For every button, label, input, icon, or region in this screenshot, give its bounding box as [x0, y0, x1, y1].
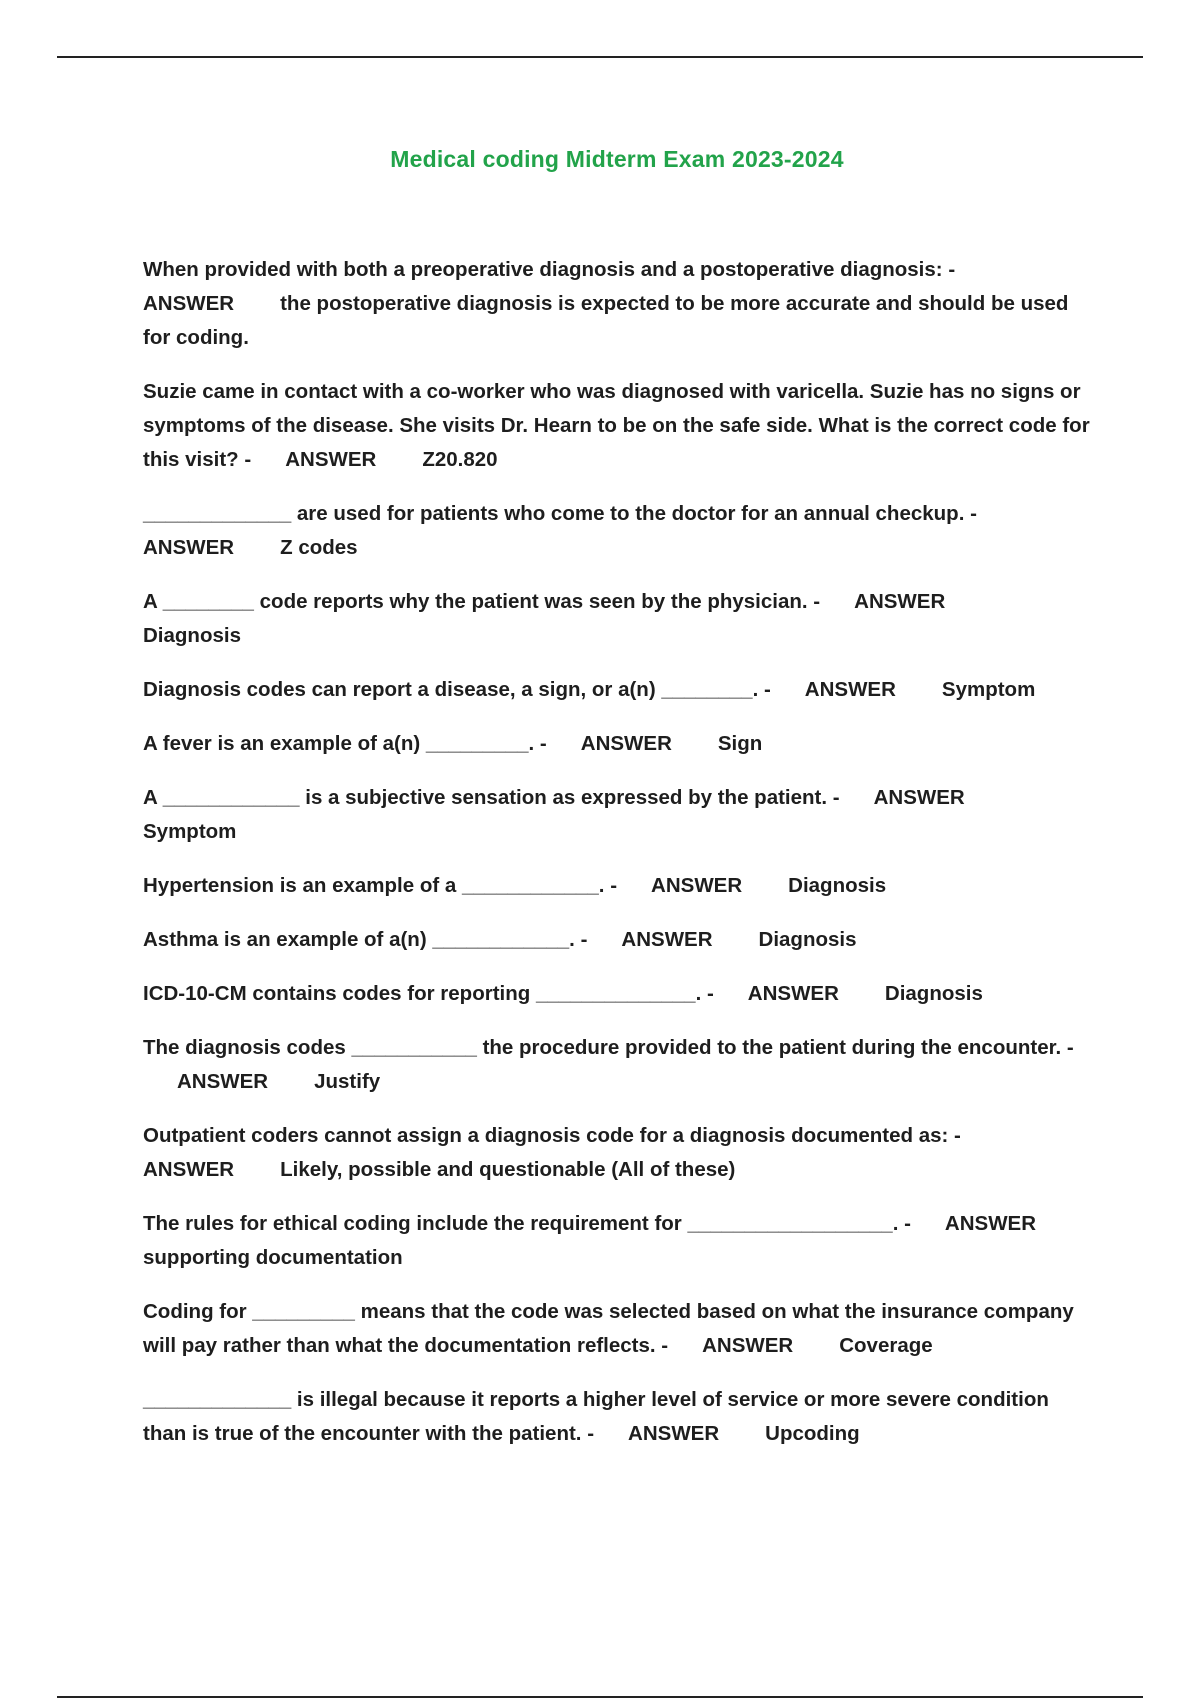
- top-rule: [57, 56, 1143, 58]
- separator: -: [1061, 1036, 1074, 1059]
- answer-text: Z codes: [280, 536, 358, 559]
- qa-item: [143, 375, 1093, 477]
- separator: -: [807, 590, 821, 613]
- answer-label: ANSWER: [651, 874, 743, 897]
- separator: -: [604, 874, 618, 897]
- answer-label: ANSWER: [143, 1158, 235, 1181]
- question-text: _____________ is illegal because it reports a higher level of service or more severe condition than is true of the encounter with the patient.: [143, 1388, 1049, 1445]
- qa-item: [143, 253, 1093, 355]
- qa-item: [143, 497, 1093, 565]
- question-text: _____________ are used for patients who come to the doctor for an annual checkup.: [143, 502, 965, 525]
- qa-item: [143, 1031, 1093, 1099]
- qa-item: [143, 781, 1093, 849]
- separator: -: [655, 1334, 669, 1357]
- separator: -: [574, 928, 588, 951]
- qa-item: [143, 727, 1093, 761]
- answer-text: Symptom: [143, 820, 237, 843]
- question-text: Hypertension is an example of a ____________.: [143, 874, 605, 897]
- answer-text: Upcoding: [765, 1422, 860, 1445]
- question-text: Asthma is an example of a(n) ____________.: [143, 928, 575, 951]
- question-text: The rules for ethical coding include the requirement for __________________.: [143, 1212, 899, 1235]
- answer-text: Coverage: [839, 1334, 933, 1357]
- answer-text: Z20.820: [422, 448, 498, 471]
- question-text: When provided with both a preoperative diagnosis and a postoperative diagnosis:: [143, 258, 943, 281]
- qa-item: [143, 977, 1093, 1011]
- qa-item: [143, 1119, 1093, 1187]
- separator: -: [701, 982, 714, 1005]
- answer-label: ANSWER: [143, 292, 235, 315]
- answer-text: Diagnosis: [758, 928, 857, 951]
- separator: -: [758, 678, 771, 701]
- answer-text: Sign: [717, 732, 763, 755]
- separator: -: [942, 258, 956, 281]
- qa-item: [143, 673, 1093, 707]
- question-text: The diagnosis codes ___________ the procedure provided to the patient during the encounter.: [143, 1036, 1062, 1059]
- answer-label: ANSWER: [747, 982, 839, 1005]
- answer-label: ANSWER: [580, 732, 672, 755]
- separator: -: [238, 448, 252, 471]
- answer-label: ANSWER: [143, 536, 235, 559]
- answer-text: Symptom: [941, 678, 1036, 701]
- answer-label: ANSWER: [177, 1070, 269, 1093]
- separator: -: [827, 786, 840, 809]
- separator: -: [948, 1124, 961, 1147]
- answer-text: Justify: [314, 1070, 381, 1093]
- question-text: ICD-10-CM contains codes for reporting ______________.: [143, 982, 702, 1005]
- answer-text: Diagnosis: [884, 982, 983, 1005]
- document-title: Medical coding Midterm Exam 2023-2024: [390, 146, 844, 172]
- question-text: Diagnosis codes can report a disease, a sign, or a(n) ________.: [143, 678, 759, 701]
- answer-text: Diagnosis: [788, 874, 887, 897]
- answer-label: ANSWER: [285, 448, 377, 471]
- answer-text: the postoperative diagnosis is expected to be more accurate and should be used for coding.: [143, 292, 1069, 349]
- answer-label: ANSWER: [854, 590, 946, 613]
- qa-item: [143, 1207, 1093, 1275]
- question-text: A ________ code reports why the patient was seen by the physician.: [143, 590, 808, 613]
- answer-text: Likely, possible and questionable (All of these): [280, 1158, 736, 1181]
- question-text: Outpatient coders cannot assign a diagnosis code for a diagnosis documented as:: [143, 1124, 949, 1147]
- answer-label: ANSWER: [804, 678, 896, 701]
- qa-item: [143, 923, 1093, 957]
- answer-text: Diagnosis: [143, 624, 241, 647]
- qa-item: [143, 1295, 1093, 1363]
- answer-label: ANSWER: [702, 1334, 794, 1357]
- qa-item: [143, 585, 1093, 653]
- answer-label: ANSWER: [873, 786, 965, 809]
- qa-item: [143, 869, 1093, 903]
- question-text: A ____________ is a subjective sensation as expressed by the patient.: [143, 786, 828, 809]
- question-text: Coding for _________ means that the code was selected based on what the insurance company will pay rather than what the documentation reflects.: [143, 1300, 1074, 1357]
- answer-label: ANSWER: [628, 1422, 720, 1445]
- answer-label: ANSWER: [621, 928, 713, 951]
- question-text: Suzie came in contact with a co-worker who was diagnosed with varicella. Suzie has no signs or symptoms of the disease. She visits Dr. Hearn to be on the safe side. What is the correct code for this visit?: [143, 380, 1090, 471]
- question-text: A fever is an example of a(n) _________.: [143, 732, 535, 755]
- answer-label: ANSWER: [944, 1212, 1037, 1235]
- qa-item: [143, 1383, 1093, 1451]
- answer-text: supporting documentation: [143, 1246, 403, 1269]
- separator: -: [581, 1422, 595, 1445]
- separator: -: [534, 732, 547, 755]
- separator: -: [898, 1212, 911, 1235]
- bottom-rule: [57, 1696, 1143, 1698]
- separator: -: [964, 502, 977, 525]
- qa-list: [143, 253, 1093, 1471]
